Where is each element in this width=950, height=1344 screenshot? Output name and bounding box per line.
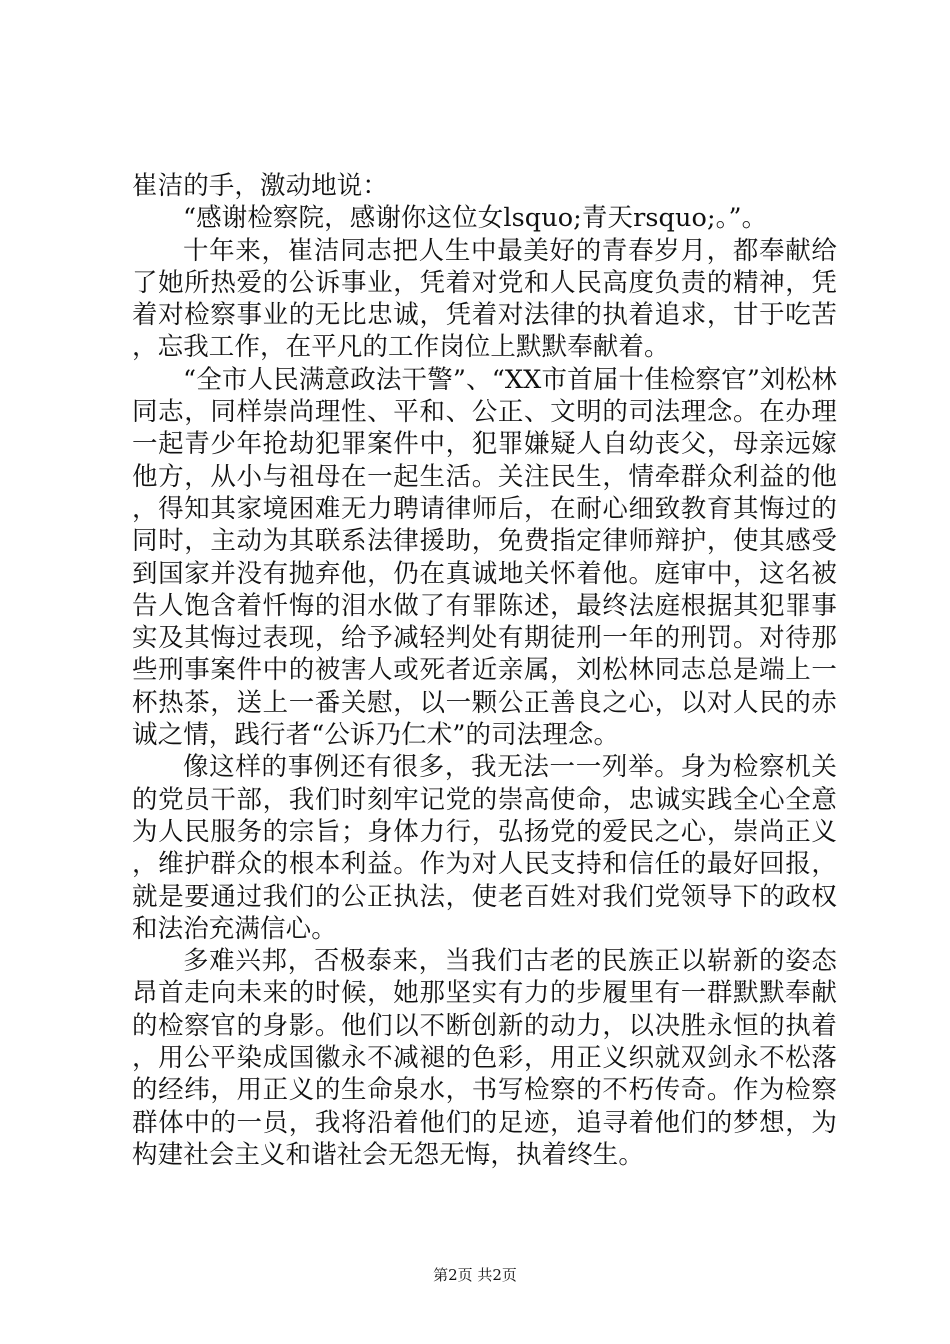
paragraph-quote: “感谢检察院，感谢你这位女lsquo;青天rsquo;。”。	[183, 203, 768, 234]
document-body	[132, 170, 837, 1171]
paragraph-examples: 像这样的事例还有很多，我无法一一列举。身为检察机关的党员干部，我们时刻牢记党的崇高使命，忠诚实践全心全意为人民服务的宗旨；身体力行，弘扬党的爱民之心，崇尚正义，维护群众的根本利益。作为对人民支持和信任的最好回报，就是要通过我们的公正执法，使老百姓对我们党领导下的政权和法治充满信心。	[132, 752, 837, 944]
paragraph-liusonglin: “全市人民满意政法干警”、“XX市首届十佳检察官”刘松林同志，同样崇尚理性、平和、公正、文明的司法理念。在办理一起青少年抢劫犯罪案件中，犯罪嫌疑人自幼丧父，母亲远嫁他方，从小与祖母在一起生活。关注民生，情牵群众利益的他，得知其家境困难无力聘请律师后，在耐心细致教育其悔过的同时，主动为其联系法律援助，免费指定律师辩护，使其感受到国家并没有抛弃他，仍在真诚地关怀着他。庭审中，这名被告人饱含着忏悔的泪水做了有罪陈述，最终法庭根据其犯罪事实及其悔过表现，给予减轻判处有期徒刑一年的刑罚。对待那些刑事案件中的被害人或死者近亲属，刘松林同志总是端上一杯热茶，送上一番关慰，以一颗公正善良之心，以对人民的赤诚之情，践行者“公诉乃仁术”的司法理念。	[132, 364, 837, 751]
paragraph-continuation: 崔洁的手，激动地说：	[132, 171, 389, 201]
page-number-footer: 第2页 共2页	[433, 1266, 517, 1284]
paragraph-cuijie-summary: 十年来，崔洁同志把人生中最美好的青春岁月，都奉献给了她所热爱的公诉事业，凭着对党和人民高度负责的精神，凭着对检察事业的无比忠诚，凭着对法律的执着追求，甘于吃苦，忘我工作，在平凡的工作岗位上默默奉献着。	[132, 235, 837, 363]
paragraph-conclusion: 多难兴邦，否极泰来，当我们古老的民族正以崭新的姿态昂首走向未来的时候，她那坚实有力的步履里有一群默默奉献的检察官的身影。他们以不断创新的动力，以决胜永恒的执着，用公平染成国徽永不减褪的色彩，用正义织就双剑永不松落的经纬，用正义的生命泉水，书写检察的不朽传奇。作为检察群体中的一员，我将沿着他们的足迹，追寻着他们的梦想，为构建社会主义和谐社会无怨无悔，执着终生。	[132, 946, 837, 1170]
